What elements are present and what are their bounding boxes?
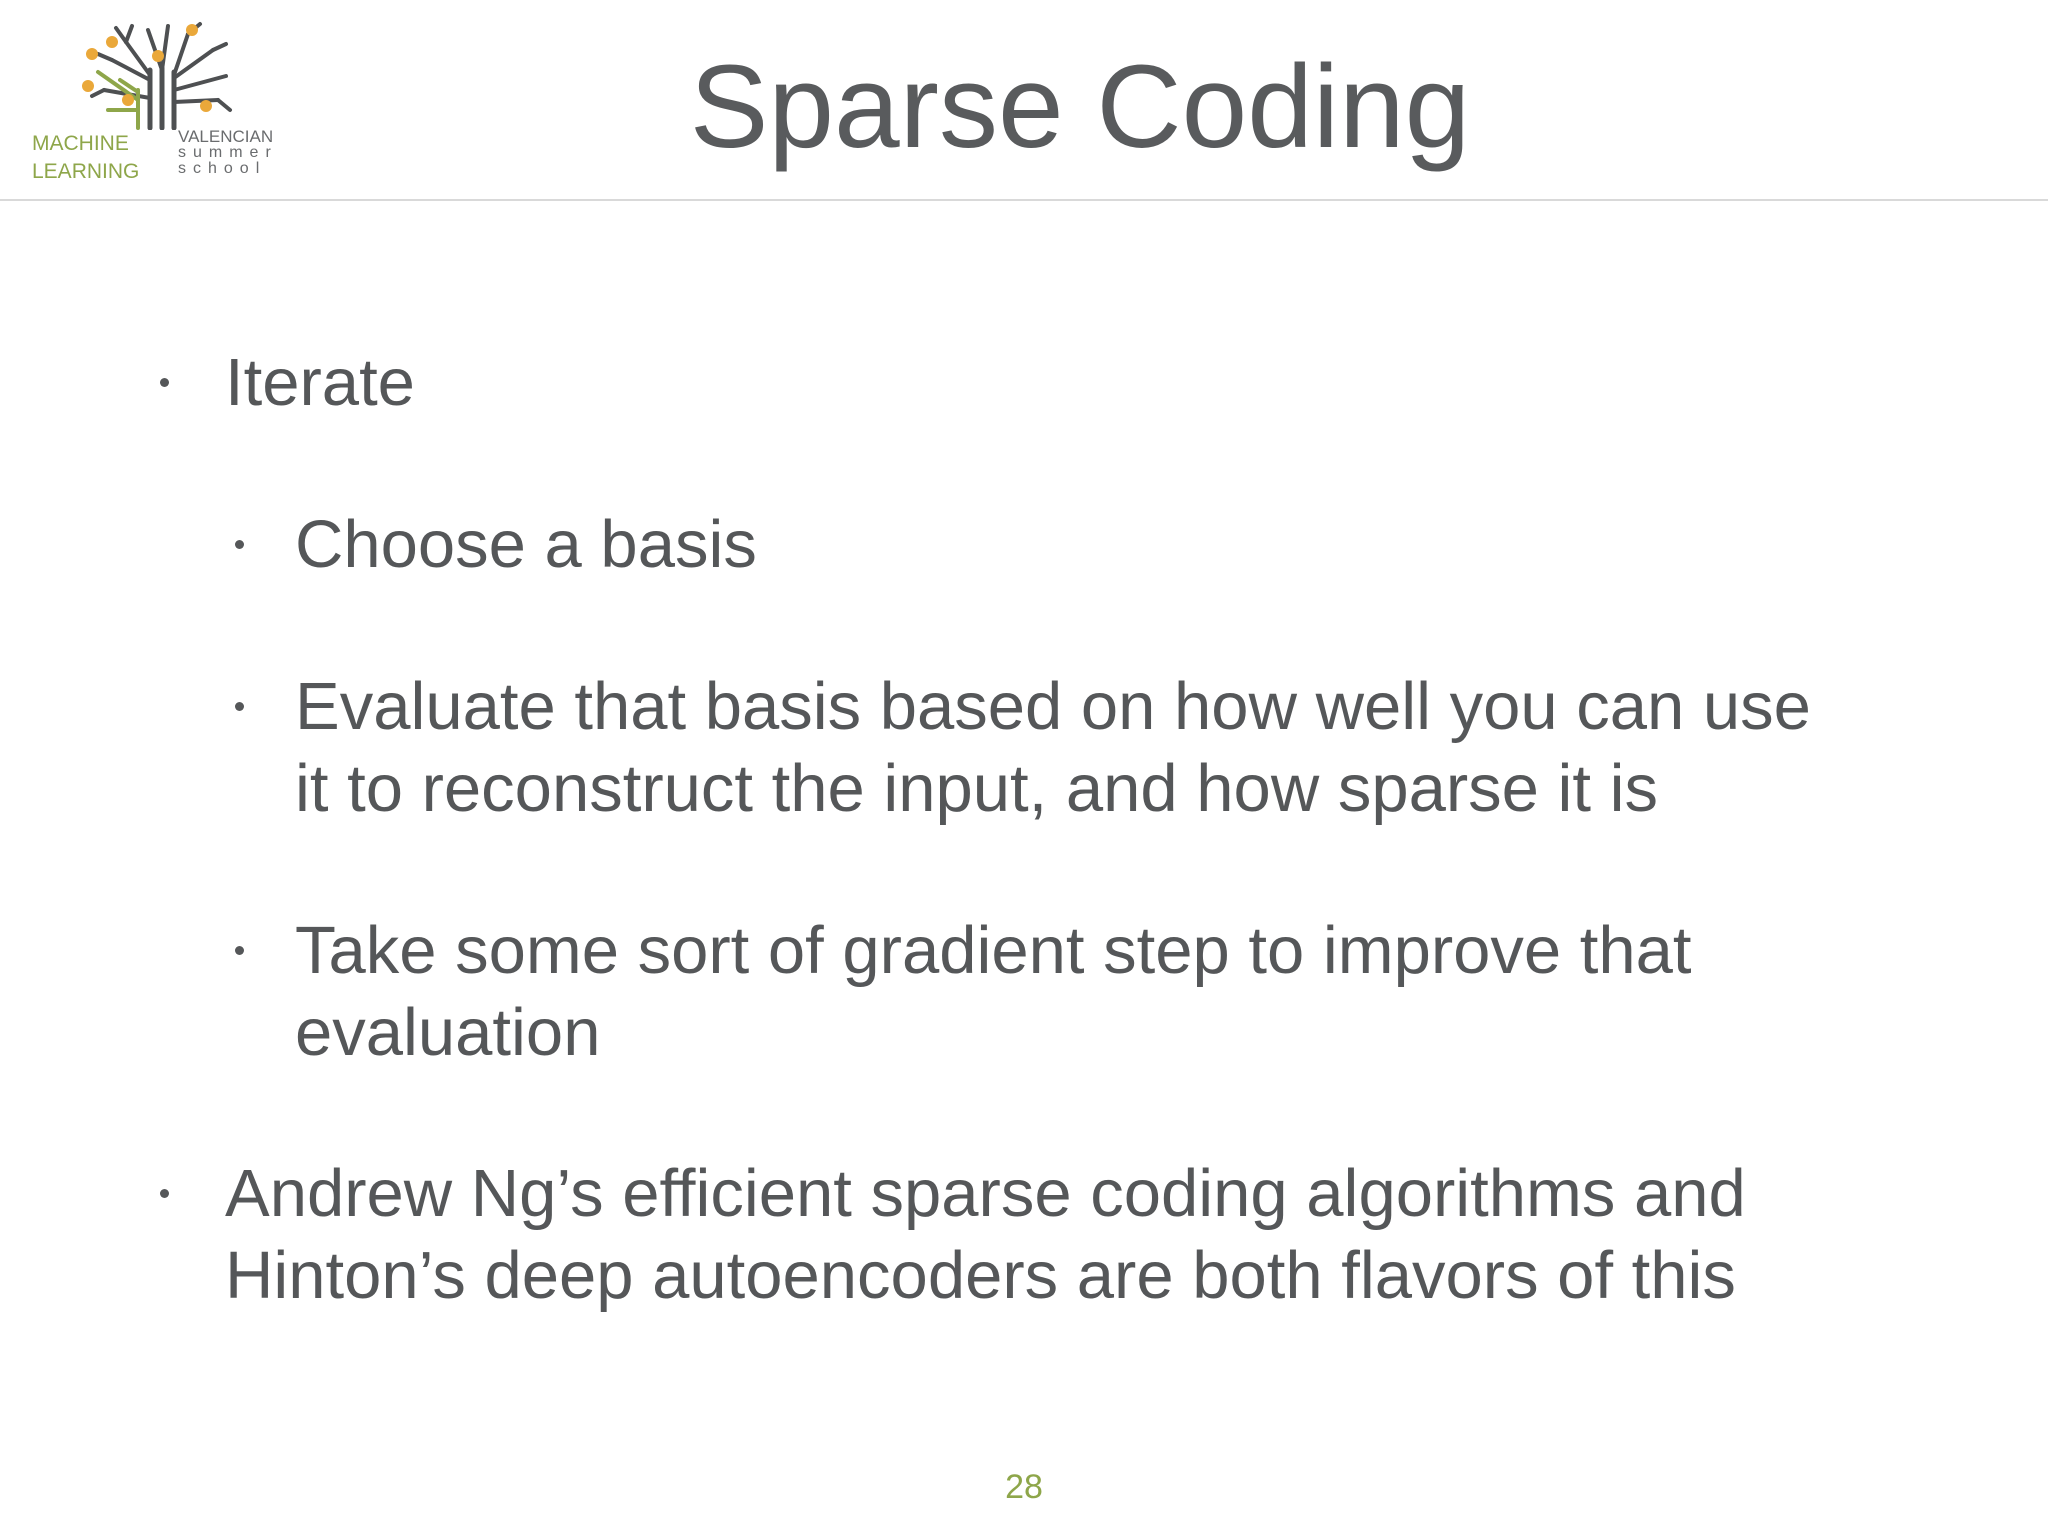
bullet-text: evaluation: [295, 995, 601, 1070]
bullet-text: Iterate: [225, 345, 415, 420]
header-divider: [0, 199, 2048, 201]
bullet-dot-icon: [160, 1189, 169, 1198]
logo-text-line: summer: [178, 144, 278, 161]
slide-title: Sparse Coding: [689, 41, 1471, 173]
bullet-dot-icon: [235, 702, 244, 711]
bullet-text: it to reconstruct the input, and how sparse it is: [295, 751, 1659, 826]
logo-valencian-text: [178, 129, 278, 177]
sub-bullet-item: [295, 504, 757, 586]
bullet-dot-icon: [160, 378, 169, 387]
bullet-text: Take some sort of gradient step to improve that: [295, 913, 1692, 988]
school-logo: [28, 20, 288, 185]
logo-text-line: MACHINE: [32, 132, 129, 155]
logo-machine-learning-text: [32, 130, 139, 186]
logo-text-line: LEARNING: [32, 160, 140, 183]
bullet-text: Evaluate that basis based on how well you can use: [295, 669, 1811, 744]
logo-text-line: school: [178, 160, 267, 177]
bullet-text: Choose a basis: [295, 507, 757, 582]
bullet-dot-icon: [235, 540, 244, 549]
tree-icon: [28, 20, 288, 130]
sub-bullet-item: [295, 910, 1692, 1074]
logo-text-line: VALENCIAN: [178, 127, 274, 146]
bullet-text: Andrew Ng’s efficient sparse coding algorithms and: [225, 1156, 1746, 1231]
sub-bullet-item: [295, 666, 1811, 830]
bullet-text: Hinton’s deep autoencoders are both flavors of this: [225, 1238, 1736, 1313]
bullet-dot-icon: [235, 946, 244, 955]
bullet-item: [225, 1153, 1746, 1317]
page-number: 28: [1005, 1468, 1043, 1506]
bullet-item: [225, 342, 415, 424]
